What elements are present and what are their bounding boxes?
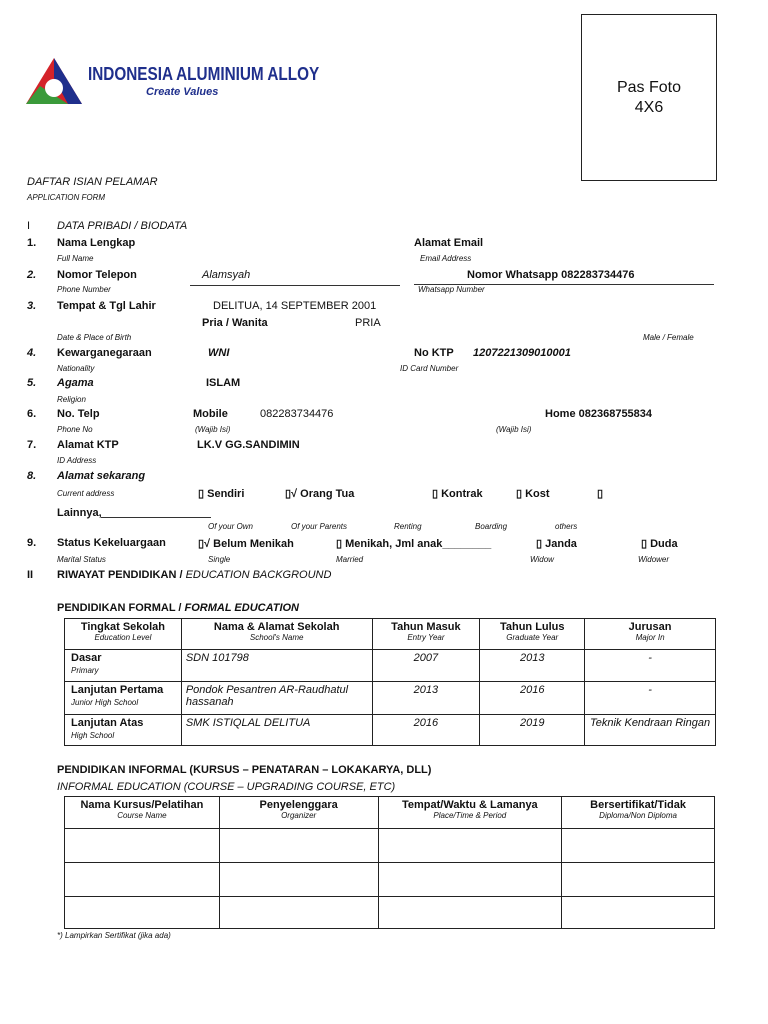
cell-major[interactable]: -: [648, 652, 652, 664]
ktp-address-value[interactable]: LK.V GG.SANDIMIN: [197, 439, 300, 451]
header-major: [585, 619, 716, 650]
header-sub: Place/Time & Period: [433, 811, 507, 820]
ktp-address-label: Alamat KTP: [57, 439, 119, 451]
opt-others-sub: others: [555, 522, 578, 531]
header-diploma: [562, 797, 715, 829]
opt-own-checkbox[interactable]: ▯ Sendiri: [198, 488, 245, 500]
religion-label: Agama: [57, 377, 94, 389]
gender-value[interactable]: PRIA: [355, 317, 381, 329]
header-label: Jurusan: [628, 621, 672, 633]
field-6-number: 6.: [27, 408, 37, 420]
section-1-number: I: [27, 220, 31, 232]
opt-widow-sub: Widow: [530, 555, 554, 564]
telp-sub: Phone No: [57, 425, 93, 434]
header-school: [181, 619, 372, 650]
empty-cell[interactable]: [219, 863, 378, 897]
birth-label: Tempat & Tgl Lahir: [57, 300, 156, 312]
whatsapp-label: Nomor Whatsapp 082283734476: [467, 269, 635, 281]
religion-value[interactable]: ISLAM: [206, 377, 241, 389]
formal-education-title: [57, 602, 299, 614]
ktp-address-sub: ID Address: [57, 456, 97, 465]
header-sub: Course Name: [117, 811, 167, 820]
field-1-number: 1.: [27, 237, 37, 249]
marital-label: Status Kekeluargaan: [57, 537, 166, 549]
table-row: [65, 863, 715, 897]
header-place: [378, 797, 562, 829]
email-sub: Email Address: [420, 254, 472, 263]
cell-level: Dasar: [71, 652, 102, 664]
photo-box: [581, 14, 717, 181]
phone-sub: Phone Number: [57, 285, 111, 294]
empty-cell[interactable]: [65, 897, 220, 929]
opt-married-checkbox[interactable]: ▯ Menikah, Jml anak________: [336, 538, 492, 550]
empty-cell[interactable]: [562, 897, 715, 929]
empty-cell[interactable]: [378, 829, 562, 863]
header-sub: Education Level: [94, 633, 152, 642]
cell-school[interactable]: SDN 101798: [185, 652, 249, 664]
section-1-title: DATA PRIBADI / BIODATA: [57, 220, 188, 232]
header-sub: Organizer: [281, 811, 317, 820]
section-2-title-b: EDUCATION BACKGROUND: [185, 569, 332, 581]
table-row: [65, 650, 716, 682]
header-organizer: [219, 797, 378, 829]
triangle-logo-icon: [24, 56, 84, 106]
gender-sub: Male / Female: [643, 333, 694, 342]
field-8-number: 8.: [27, 470, 37, 482]
section-2-number: II: [27, 569, 34, 581]
empty-cell[interactable]: [65, 863, 220, 897]
formal-title-b: FORMAL EDUCATION: [184, 602, 300, 614]
opt-widower-checkbox[interactable]: ▯ Duda: [641, 538, 678, 550]
cell-school[interactable]: Pondok Pesantren AR-Raudhatul hassanah: [185, 684, 349, 708]
full-name-sub: Full Name: [57, 254, 94, 263]
company-name: INDONESIA ALUMINIUM ALLOY: [88, 64, 320, 84]
telp-label: No. Telp: [57, 408, 100, 420]
field-7-number: 7.: [27, 439, 37, 451]
opt-rent-checkbox[interactable]: ▯ Kontrak: [432, 488, 483, 500]
cell-level-sub: High School: [71, 731, 115, 740]
empty-cell[interactable]: [562, 829, 715, 863]
ktp-sub: ID Card Number: [400, 364, 459, 373]
birth-value[interactable]: DELITUA, 14 SEPTEMBER 2001: [213, 300, 377, 312]
photo-label-line1: Pas Foto: [616, 79, 682, 96]
opt-own-sub: Of your Own: [208, 522, 253, 531]
opt-widower-sub: Widower: [638, 555, 670, 564]
form-title: DAFTAR ISIAN PELAMAR: [27, 176, 158, 188]
header-sub: Entry Year: [407, 633, 445, 642]
empty-cell[interactable]: [378, 863, 562, 897]
table-header-row: [65, 797, 715, 829]
field-3-number: 3.: [27, 300, 37, 312]
home-phone[interactable]: Home 082368755834: [545, 408, 653, 420]
header-sub: Graduate Year: [506, 633, 559, 642]
cell-level: Lanjutan Atas: [71, 717, 144, 729]
opt-widow-checkbox[interactable]: ▯ Janda: [536, 538, 577, 550]
ktp-label: No KTP: [414, 347, 454, 359]
section-2-title: [57, 569, 331, 581]
cell-level-sub: Primary: [71, 666, 99, 675]
formal-title-a: PENDIDIKAN FORMAL /: [57, 602, 185, 614]
header-entry: [372, 619, 480, 650]
nationality-label: Kewarganegaraan: [57, 347, 152, 359]
field-2-number: 2.: [27, 269, 37, 281]
section-2-title-a: RIWAYAT PENDIDIKAN /: [57, 569, 186, 581]
whatsapp-sub: Whatsapp Number: [418, 285, 485, 294]
phone-underline: [190, 285, 400, 286]
opt-others-checkbox[interactable]: ▯: [597, 488, 604, 500]
cell-grad[interactable]: 2019: [520, 717, 545, 729]
empty-cell[interactable]: [65, 829, 220, 863]
cell-major[interactable]: -: [648, 684, 652, 696]
cell-level: Lanjutan Pertama: [71, 684, 164, 696]
full-name-label: Nama Lengkap: [57, 237, 136, 249]
ktp-value[interactable]: 1207221309010001: [473, 347, 571, 359]
formal-education-table: [64, 618, 716, 746]
header-label: Tahun Lulus: [499, 621, 565, 633]
header-course: [65, 797, 220, 829]
table-row: [65, 897, 715, 929]
header-label: Tempat/Waktu & Lamanya: [401, 799, 538, 811]
header-sub: Diploma/Non Diploma: [599, 811, 677, 820]
header-label: Nama & Alamat Sekolah: [213, 621, 340, 633]
current-address-label: Alamat sekarang: [57, 470, 146, 482]
header-level: [65, 619, 182, 650]
mobile-value[interactable]: 082283734476: [260, 408, 334, 420]
opt-parents-sub: Of your Parents: [291, 522, 348, 531]
header-sub: Major In: [635, 633, 665, 642]
mobile-label: Mobile: [193, 408, 228, 420]
nationality-sub: Nationality: [57, 364, 95, 373]
table-row: [65, 682, 716, 715]
form-subtitle: APPLICATION FORM: [27, 193, 106, 202]
empty-cell[interactable]: [219, 829, 378, 863]
opt-rent-sub: Renting: [394, 522, 422, 531]
cell-grad[interactable]: 2016: [520, 684, 545, 696]
table-header-row: [65, 619, 716, 650]
mobile-sub: (Wajib Isi): [195, 425, 231, 434]
cell-entry[interactable]: 2007: [413, 652, 439, 664]
photo-label-line2: 4X6: [634, 99, 664, 116]
field-5-number: 5.: [27, 377, 37, 389]
gender-label: Pria / Wanita: [202, 317, 268, 329]
informal-education-title: PENDIDIKAN INFORMAL (KURSUS – PENATARAN – LOKAKARYA, DLL): [57, 764, 432, 776]
header-label: Bersertifikat/Tidak: [590, 799, 686, 811]
cell-grad[interactable]: 2013: [520, 652, 545, 664]
current-address-sub: Current address: [57, 489, 115, 498]
header-label: Penyelenggara: [259, 799, 338, 811]
footnote: *) Lampirkan Sertifikat (jika ada): [57, 931, 171, 940]
opt-boarding-checkbox[interactable]: ▯ Kost: [516, 488, 550, 500]
home-sub: (Wajib Isi): [496, 425, 532, 434]
header-label: Nama Kursus/Pelatihan: [80, 799, 204, 811]
opt-single-sub: Single: [208, 555, 231, 564]
marital-sub: Marital Status: [57, 555, 106, 564]
header-sub: School's Name: [249, 633, 304, 642]
company-tagline: Create Values: [146, 86, 219, 98]
field-4-number: 4.: [27, 347, 37, 359]
field-9-number: 9.: [27, 537, 37, 549]
informal-education-subtitle: INFORMAL EDUCATION (COURSE – UPGRADING COURSE, ETC): [57, 781, 396, 793]
empty-cell[interactable]: [562, 863, 715, 897]
empty-cell[interactable]: [378, 897, 562, 929]
cell-school[interactable]: SMK ISTIQLAL DELITUA: [185, 717, 311, 729]
table-row: [65, 715, 716, 746]
opt-single-checkbox[interactable]: ▯√ Belum Menikah: [198, 538, 294, 550]
birth-sub: Date & Place of Birth: [57, 333, 132, 342]
header-label: Tahun Masuk: [391, 621, 461, 633]
cell-entry[interactable]: 2016: [413, 717, 439, 729]
phone-value[interactable]: Alamsyah: [202, 269, 251, 281]
cell-major[interactable]: Teknik Kendraan Ringan: [590, 717, 711, 729]
informal-education-table: [64, 796, 715, 929]
other-address-label: Lainnya,: [57, 507, 102, 519]
nationality-value[interactable]: WNI: [208, 347, 230, 359]
other-address-underline: [101, 517, 211, 518]
header-label: Tingkat Sekolah: [80, 621, 165, 633]
header-grad: [480, 619, 585, 650]
opt-parents-checkbox[interactable]: ▯√ Orang Tua: [285, 488, 355, 500]
company-logo: [24, 56, 84, 106]
empty-cell[interactable]: [219, 897, 378, 929]
cell-entry[interactable]: 2013: [413, 684, 439, 696]
email-label: Alamat Email: [414, 237, 484, 249]
opt-boarding-sub: Boarding: [475, 522, 508, 531]
cell-level-sub: Junior High School: [71, 698, 139, 707]
religion-sub: Religion: [57, 395, 86, 404]
phone-label: Nomor Telepon: [57, 269, 137, 281]
opt-married-sub: Married: [336, 555, 364, 564]
table-row: [65, 829, 715, 863]
